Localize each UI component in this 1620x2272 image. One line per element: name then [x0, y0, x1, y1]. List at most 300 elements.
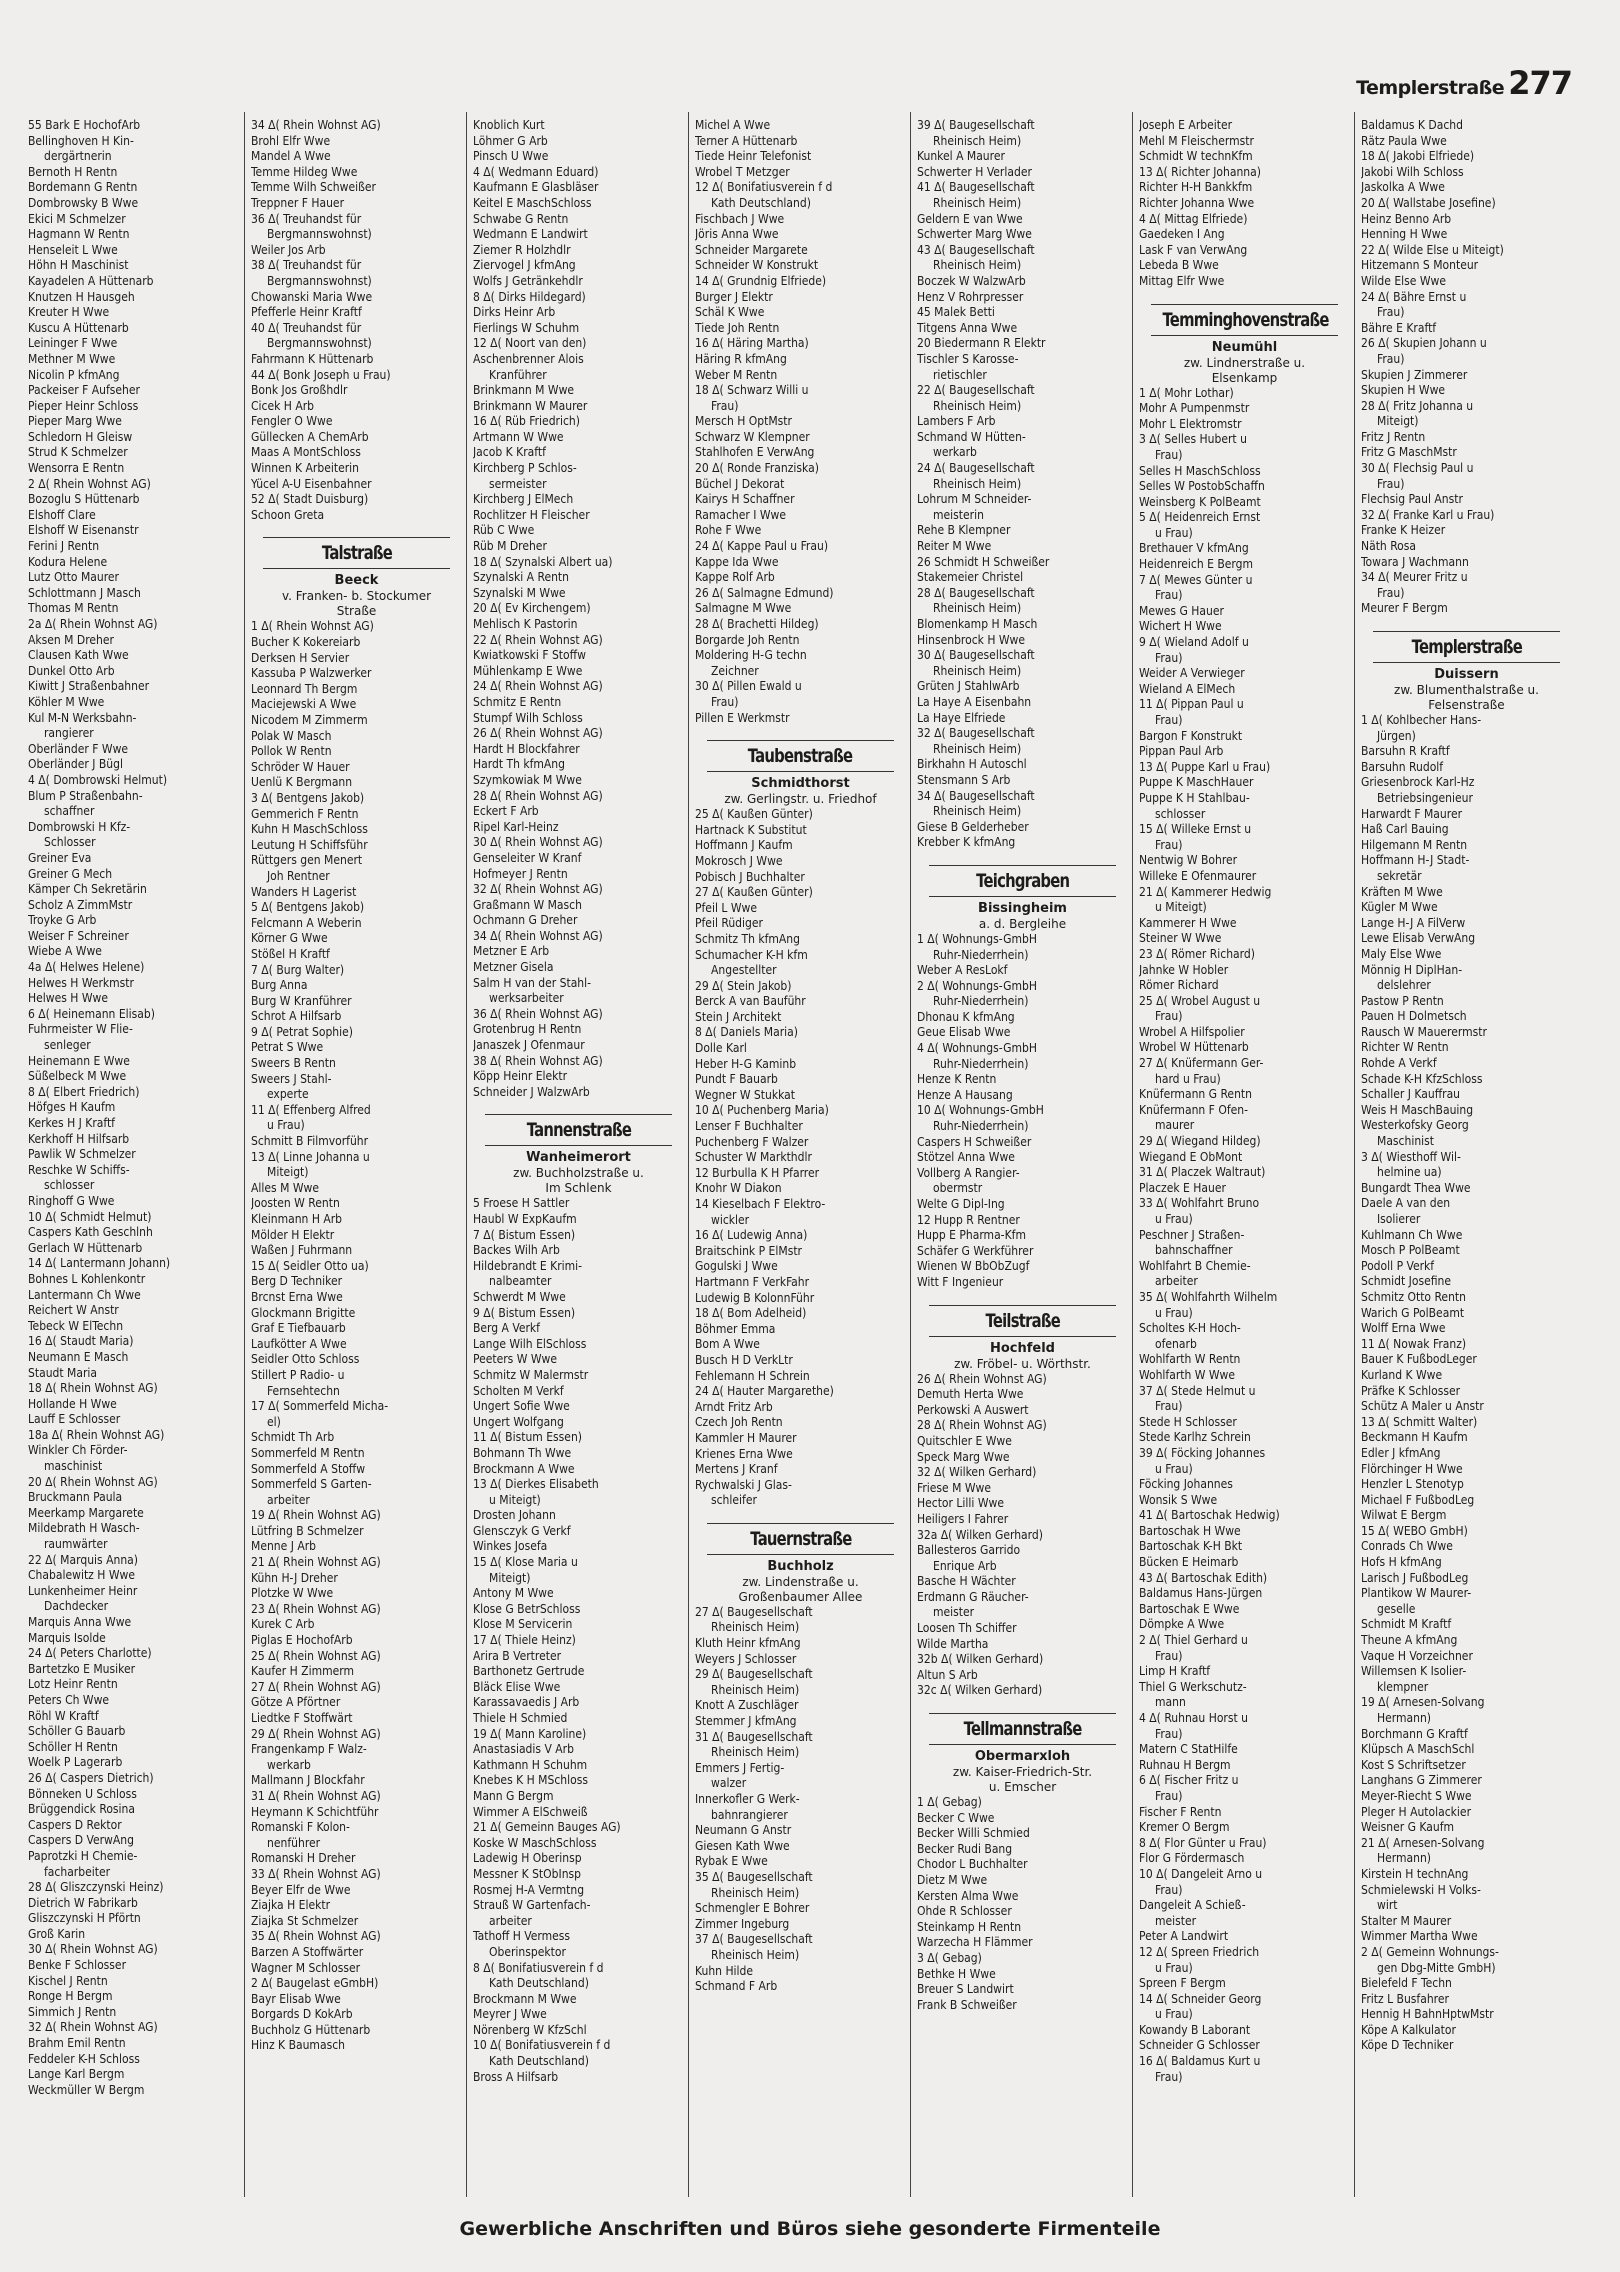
resident-entry: Knutzen H Hausgeh	[28, 289, 135, 304]
column-2	[244, 112, 466, 2197]
resident-entry: 33 Δ( Rhein Wohnst AG)	[251, 1866, 381, 1881]
resident-entry: 34 Δ( Meurer Fritz u	[1361, 570, 1468, 585]
resident-entry: Rochlitzer H Fleischer	[473, 507, 590, 522]
resident-entry: 11 Δ( Effenberg Alfred	[251, 1102, 371, 1117]
resident-entry: Maas A MontSchloss	[251, 445, 361, 460]
resident-entry: Fahrmann K Hüttenarb	[251, 351, 374, 366]
resident-entry: Tiede Joh Rentn	[695, 320, 780, 335]
resident-entry: 22 Δ( Wilde Else u Miteigt)	[1361, 242, 1504, 257]
resident-entry: Backes Wilh Arb	[473, 1243, 560, 1258]
resident-entry: Welte G Dipl-Ing	[917, 1197, 1005, 1211]
resident-entry: Grüten J StahlwArb	[917, 679, 1020, 694]
resident-entry: Breuer S Landwirt	[917, 1982, 1014, 1997]
resident-entry: Pillen E Werkmstr	[695, 710, 790, 725]
resident-entry: Fritz L Busfahrer	[1361, 1991, 1449, 2006]
column-3	[466, 112, 688, 2197]
resident-entry: Sommerfeld S Garten-	[251, 1477, 372, 1492]
resident-entry: 14 Δ( Grundnig Elfriede)	[695, 273, 827, 288]
resident-entry: 28 Δ( Gliszczynski Heinz)	[28, 1880, 164, 1895]
resident-entry: Podoll P Verkf	[1361, 1258, 1435, 1273]
resident-entry: Schmengler E Bohrer	[695, 1901, 810, 1916]
resident-entry: Mehl M Fleischermstr	[1139, 133, 1254, 148]
resident-entry: Reschke W Schiffs-	[28, 1162, 130, 1177]
resident-entry: Perkowski A Auswert	[917, 1402, 1029, 1417]
resident-entry: Barthonetz Gertrude	[473, 1664, 585, 1679]
resident-entry: Berck A van Bauführ	[695, 994, 806, 1009]
resident-entry: Barsuhn Rudolf	[1361, 759, 1444, 774]
resident-entry: Hagmann W Rentn	[28, 227, 130, 242]
resident-entry: 23 Δ( Rhein Wohnst AG)	[251, 1601, 381, 1616]
resident-entry: Dombrowsky B Wwe	[28, 195, 139, 210]
resident-entry: Boczek W WalzwArb	[917, 273, 1026, 288]
entry-continuation: Kath Deutschland)	[711, 195, 811, 210]
resident-entry: Gemmerich F Rentn	[251, 806, 359, 821]
resident-entry: Köpp Heinr Elektr	[473, 1069, 568, 1084]
entry-continuation: Betriebsingenieur	[1377, 790, 1473, 805]
resident-entry: 15 Δ( Klose Maria u	[473, 1555, 578, 1570]
resident-entry: Henning H Wwe	[1361, 227, 1448, 242]
resident-entry: Towara J Wachmann	[1361, 554, 1469, 569]
resident-entry: Kuhlmann Ch Wwe	[1361, 1227, 1463, 1242]
entry-continuation: Rheinisch Heim)	[711, 1885, 800, 1900]
resident-entry: Schwerter Marg Wwe	[917, 227, 1032, 242]
resident-entry: Wilwat E Bergm	[1361, 1508, 1447, 1523]
resident-entry: Flörchinger H Wwe	[1361, 1461, 1463, 1476]
resident-entry: Schneider G Schlosser	[1139, 2038, 1260, 2053]
resident-entry: 36 Δ( Treuhandst für	[251, 211, 362, 226]
resident-entry: Strauß W Gartenfach-	[473, 1898, 591, 1913]
district-name: Duissern	[1434, 667, 1499, 682]
resident-entry: Wohlfarth W Wwe	[1139, 1367, 1236, 1382]
street-range: zw. Lindenstraße u.	[742, 1574, 859, 1589]
resident-entry: 20 Biedermann R Elektr	[917, 336, 1046, 351]
resident-entry: Joosten W Rentn	[251, 1196, 340, 1211]
resident-entry: Hildebrandt E Krimi-	[473, 1258, 583, 1273]
column-7	[1354, 112, 1576, 2197]
resident-entry: Bohmann Th Wwe	[473, 1445, 572, 1460]
entry-continuation: u Miteigt)	[1155, 900, 1207, 915]
resident-entry: Graf E Tiefbauarb	[251, 1321, 346, 1336]
resident-entry: 1 Δ( Rhein Wohnst AG)	[251, 619, 374, 634]
resident-entry: 12 Hupp R Rentner	[917, 1212, 1020, 1227]
resident-entry: Lewe Elisab VerwAng	[1361, 931, 1476, 946]
resident-entry: Stumpf Wilh Schloss	[473, 710, 583, 725]
resident-entry: Jakobi Wilh Schloss	[1361, 164, 1464, 179]
resident-entry: Schoon Greta	[251, 507, 325, 522]
entry-continuation: Bergmannswohnst)	[267, 336, 372, 351]
street-range: Elsenkamp	[1211, 370, 1278, 385]
resident-entry: Artmann W Wwe	[473, 429, 564, 444]
resident-entry: Peschner J Straßen-	[1139, 1227, 1245, 1242]
resident-entry: Schrot A Hilfsarb	[251, 1009, 342, 1024]
resident-entry: Kersten Alma Wwe	[917, 1888, 1019, 1903]
resident-entry: Michel A Wwe	[695, 118, 771, 132]
resident-entry: 40 Δ( Treuhandst für	[251, 320, 362, 335]
entry-continuation: Miteigt)	[489, 1570, 531, 1585]
resident-entry: 45 Malek Betti	[917, 305, 995, 320]
resident-entry: Puchenberg F Walzer	[695, 1134, 809, 1149]
resident-entry: Knebes K H MSchloss	[473, 1773, 588, 1788]
resident-entry: Kreuter H Wwe	[28, 305, 110, 320]
resident-entry: 13 Δ( Linne Johanna u	[251, 1149, 370, 1164]
resident-entry: Mönnig H DiplHan-	[1361, 962, 1463, 977]
resident-entry: 4 Δ( Ruhnau Horst u	[1139, 1711, 1248, 1725]
resident-entry: Henze K Rentn	[917, 1072, 997, 1087]
resident-entry: Rätz Paula Wwe	[1361, 133, 1447, 148]
entry-continuation: Frau)	[1377, 351, 1405, 366]
resident-entry: Bücken E Heimarb	[1139, 1555, 1239, 1570]
resident-entry: 13 Δ( Schmitt Walter)	[1361, 1414, 1478, 1429]
street-section-heading	[917, 1305, 1128, 1337]
resident-entry: 1 Δ( Wohnungs-GmbH	[917, 931, 1037, 946]
resident-entry: Ungert Wolfgang	[473, 1414, 564, 1429]
resident-entry: 10 Δ( Puchenberg Maria)	[695, 1103, 829, 1118]
resident-entry: Innerkofler G Werk-	[695, 1792, 800, 1806]
entry-continuation: Angestellter	[711, 963, 777, 978]
street-name: Templerstraße	[1411, 636, 1522, 658]
resident-entry: Hinsenbrock H Wwe	[917, 632, 1026, 647]
section-rule	[929, 896, 1116, 897]
resident-entry: 43 Δ( Bartoschak Edith)	[1139, 1570, 1268, 1585]
resident-entry: Arira B Vertreter	[473, 1648, 562, 1663]
resident-entry: 25 Δ( Wrobel August u	[1139, 993, 1261, 1008]
resident-entry: Kairys H Schaffner	[695, 492, 795, 507]
section-rule	[707, 1523, 894, 1524]
section-rule	[929, 865, 1116, 866]
resident-entry: Schwerdt M Wwe	[473, 1289, 566, 1304]
resident-entry: Geldern E van Wwe	[917, 211, 1023, 226]
resident-entry: Pieper Heinr Schloss	[28, 398, 139, 413]
resident-entry: Wagner M Schlosser	[251, 1960, 361, 1975]
district-name: Beeck	[334, 573, 379, 589]
resident-entry: Temme Wilh Schweißer	[251, 180, 376, 195]
resident-entry: 21 Δ( Gemeinn Bauges AG)	[473, 1820, 621, 1835]
resident-entry: Knüfermann F Ofen-	[1139, 1102, 1248, 1117]
resident-entry: Greiner Eva	[28, 850, 92, 865]
resident-entry: Kischel J Rentn	[28, 1973, 108, 1988]
resident-entry: Präfke K Schlosser	[1361, 1383, 1461, 1398]
resident-entry: Ruhnau H Bergm	[1139, 1757, 1231, 1772]
resident-entry: Schneider J WalzwArb	[473, 1084, 590, 1099]
resident-entry: Karassavaedis J Arb	[473, 1695, 580, 1710]
resident-entry: Bargon F Konstrukt	[1139, 728, 1243, 743]
district-name: Wanheimerort	[526, 1150, 631, 1166]
resident-entry: Hartnack K Substitut	[695, 822, 807, 837]
resident-entry: Wieland A ElMech	[1139, 681, 1236, 696]
resident-entry: Hennig H BahnHptwMstr	[1361, 2007, 1494, 2022]
resident-entry: Rüb M Dreher	[473, 539, 547, 554]
resident-entry: Kul M-N Werksbahn-	[28, 710, 137, 725]
resident-entry: Fritz G MaschMstr	[1361, 445, 1457, 460]
resident-entry: 15 Δ( WEBO GmbH)	[1361, 1523, 1468, 1538]
resident-entry: Weisner G Kaufm	[1361, 1820, 1455, 1835]
resident-entry: 2 Δ( Baugelast eGmbH)	[251, 1976, 379, 1991]
resident-entry: Puppe K MaschHauer	[1139, 775, 1254, 790]
street-range: Im Schlenk	[545, 1181, 612, 1196]
resident-entry: Weiler Jos Arb	[251, 242, 326, 257]
resident-entry: Kathmann H Schuhm	[473, 1757, 588, 1772]
resident-entry: Winkes Josefa	[473, 1539, 548, 1554]
resident-entry: Strud K Schmelzer	[28, 445, 128, 460]
entry-continuation: Rheinisch Heim)	[933, 258, 1022, 273]
resident-entry: Titgens Anna Wwe	[917, 320, 1018, 335]
resident-entry: Caspers D VerwAng	[28, 1833, 134, 1848]
resident-entry: 4 Δ( Wedmann Eduard)	[473, 164, 599, 179]
resident-entry: Kwiatkowski F Stoffw	[473, 648, 586, 663]
section-rule	[1151, 304, 1338, 305]
resident-entry: Kammerer H Wwe	[1139, 915, 1237, 930]
resident-entry: Nentwig W Bohrer	[1139, 853, 1238, 868]
resident-entry: Westerkofsky Georg	[1361, 1118, 1469, 1133]
resident-entry: Plantikow W Maurer-	[1361, 1586, 1472, 1601]
resident-entry: Vaque H Vorzeichner	[1361, 1648, 1473, 1663]
entry-continuation: Fernsehtechn	[267, 1383, 340, 1398]
resident-entry: 26 Schmidt H Schweißer	[917, 554, 1050, 569]
resident-entry: Grotenbrug H Rentn	[473, 1022, 582, 1037]
entry-continuation: Rheinisch Heim)	[933, 133, 1022, 148]
resident-entry: Keitel E MaschSchloss	[473, 195, 592, 210]
resident-entry: Stede Karlhz Schrein	[1139, 1430, 1251, 1445]
resident-entry: Packeiser F Aufseher	[28, 383, 140, 398]
resident-entry: 2 Δ( Gemeinn Wohnungs-	[1361, 1944, 1499, 1959]
resident-entry: 26 Δ( Rhein Wohnst AG)	[917, 1371, 1047, 1386]
resident-entry: Borgarde Joh Rentn	[695, 632, 800, 647]
resident-entry: 25 Δ( Rhein Wohnst AG)	[251, 1648, 381, 1663]
resident-entry: Jaskolka A Wwe	[1361, 180, 1445, 195]
resident-entry: Schmitz Otto Rentn	[1361, 1289, 1466, 1304]
resident-entry: Schlottmann J Masch	[28, 585, 141, 600]
resident-entry: Rybak E Wwe	[695, 1854, 768, 1869]
resident-entry: Frangenkamp F Walz-	[251, 1742, 367, 1757]
resident-entry: 7 Δ( Burg Walter)	[251, 962, 345, 977]
entry-continuation: wirt	[1377, 1898, 1398, 1913]
resident-entry: 28 Δ( Baugesellschaft	[917, 585, 1035, 600]
resident-entry: Fierlings W Schuhm	[473, 320, 580, 335]
resident-entry: Flor G Fördermasch	[1139, 1851, 1245, 1866]
resident-entry: Meerkamp Margarete	[28, 1505, 144, 1520]
resident-entry: Hollande H Wwe	[28, 1396, 117, 1411]
resident-entry: 13 Δ( Dierkes Elisabeth	[473, 1477, 599, 1492]
resident-entry: Polak W Masch	[251, 728, 332, 743]
resident-entry: Heiligers I Fahrer	[917, 1511, 1009, 1526]
resident-entry: 6 Δ( Fischer Fritz u	[1139, 1773, 1239, 1788]
entry-continuation: werkarb	[267, 1757, 311, 1772]
entry-continuation: walzer	[711, 1776, 747, 1791]
resident-entry: 26 Δ( Caspers Dietrich)	[28, 1770, 154, 1785]
resident-entry: Schäl K Wwe	[695, 305, 765, 320]
resident-entry: Hector Lilli Wwe	[917, 1496, 1004, 1511]
resident-entry: Mandel A Wwe	[251, 149, 331, 164]
resident-entry: Stahlhofen E VerwAng	[695, 445, 815, 460]
resident-entry: Tischler S Karosse-	[917, 351, 1019, 366]
section-rule	[485, 1145, 672, 1146]
resident-entry: Szynalski A Rentn	[473, 570, 570, 585]
entry-continuation: Rheinisch Heim)	[711, 1745, 800, 1760]
resident-entry: Schmielewski H Volks-	[1361, 1882, 1481, 1897]
entry-continuation: Frau)	[1155, 650, 1183, 665]
resident-entry: Weber M Rentn	[695, 367, 778, 382]
resident-entry: 4 Δ( Mittag Elfriede)	[1139, 211, 1248, 226]
resident-entry: Klose M Servicerin	[473, 1617, 573, 1632]
resident-entry: 5 Froese H Sattler	[473, 1196, 570, 1211]
resident-entry: 38 Δ( Treuhandst für	[251, 258, 362, 273]
entry-continuation: meisterin	[933, 507, 984, 522]
entry-continuation: mann	[1155, 1695, 1186, 1710]
resident-entry: 28 Δ( Rhein Wohnst AG)	[917, 1418, 1047, 1433]
resident-entry: Wedmann E Landwirt	[473, 227, 588, 242]
resident-entry: Klose G BetrSchloss	[473, 1601, 581, 1616]
resident-entry: Kuscu A Hüttenarb	[28, 320, 129, 335]
resident-entry: Cicek H Arb	[251, 398, 315, 413]
resident-entry: Bartoschak H Wwe	[1139, 1523, 1241, 1538]
section-rule	[1373, 631, 1560, 632]
resident-entry: Mildebrath H Wasch-	[28, 1521, 140, 1536]
resident-entry: Lange Wilh ElSchloss	[473, 1336, 587, 1351]
resident-entry: Janaszek J Ofenmaur	[473, 1038, 585, 1053]
entry-continuation: Oberinspektor	[489, 1944, 566, 1959]
column-4	[688, 112, 910, 2197]
resident-entry: Scholten M Verkf	[473, 1383, 564, 1398]
entry-continuation: Hermann)	[1377, 1851, 1432, 1866]
resident-entry: Brahm Emil Rentn	[28, 2036, 126, 2051]
resident-entry: Thiel G Werkschutz-	[1139, 1679, 1247, 1694]
resident-entry: 3 Δ( Wiesthoff Wil-	[1361, 1149, 1461, 1164]
resident-entry: Nicodem M Zimmerm	[251, 713, 368, 727]
resident-entry: 21 Δ( Kammerer Hedwig	[1139, 884, 1272, 899]
resident-entry: 3 Δ( Selles Hubert u	[1139, 432, 1247, 447]
resident-entry: 8 Δ( Dirks Hildegard)	[473, 289, 586, 304]
resident-entry: 24 Δ( Hauter Margarethe)	[695, 1384, 834, 1399]
resident-entry: Metzner Gisela	[473, 960, 554, 975]
street-range: v. Franken- b. Stockumer	[281, 589, 432, 604]
resident-entry: Helwes H Werkmstr	[28, 975, 134, 990]
resident-entry: Schwabe G Rentn	[473, 211, 569, 226]
resident-entry: Nicolin P kfmAng	[28, 367, 120, 382]
resident-entry: 35 Δ( Baugesellschaft	[695, 1869, 813, 1884]
resident-entry: Ekici M Schmelzer	[28, 211, 126, 226]
section-rule	[707, 740, 894, 741]
resident-entry: Marquis Isolde	[28, 1630, 106, 1645]
section-rule	[263, 568, 450, 569]
resident-entry: 3 Δ( Gebag)	[917, 1950, 982, 1965]
resident-entry: Hitzemann S Monteur	[1361, 258, 1479, 273]
entry-continuation: Hermann)	[1377, 1711, 1432, 1725]
resident-entry: 27 Δ( Rhein Wohnst AG)	[251, 1679, 381, 1694]
resident-entry: Demuth Herta Wwe	[917, 1387, 1024, 1402]
street-name: Tannenstraße	[526, 1119, 631, 1142]
resident-entry: Kurek C Arb	[251, 1617, 315, 1632]
entry-continuation: obermstr	[933, 1181, 983, 1196]
resident-entry: Emmers J Fertig-	[695, 1760, 785, 1775]
entry-continuation: sermeister	[489, 476, 547, 491]
resident-entry: Borchmann G Kraftf	[1361, 1726, 1468, 1741]
resident-entry: Bross A Hilfsarb	[473, 2069, 559, 2084]
entry-continuation: Ruhr-Niederrhein)	[933, 1056, 1029, 1071]
resident-entry: Anastasiadis V Arb	[473, 1742, 574, 1757]
resident-entry: Heymann K Schichtführ	[251, 1804, 379, 1819]
resident-entry: Chodor L Buchhalter	[917, 1857, 1028, 1872]
resident-entry: Wilde Martha	[917, 1636, 989, 1651]
resident-entry: Weinsberg K PolBeamt	[1139, 494, 1261, 509]
resident-entry: 15 Δ( Willeke Ernst u	[1139, 822, 1252, 837]
resident-entry: 30 Δ( Rhein Wohnst AG)	[473, 835, 603, 850]
resident-entry: Wegner W Stukkat	[695, 1087, 795, 1102]
resident-entry: Höhn H Maschinist	[28, 258, 129, 273]
resident-entry: 11 Δ( Bistum Essen)	[473, 1430, 583, 1445]
entry-continuation: Dachdecker	[44, 1599, 109, 1614]
resident-entry: Steiner W Wwe	[1139, 931, 1222, 946]
resident-entry: Sommerfeld A Stoffw	[251, 1461, 366, 1476]
entry-continuation: rangierer	[44, 726, 94, 741]
resident-entry: Bernoth H Rentn	[28, 164, 118, 179]
entry-continuation: Rheinisch Heim)	[711, 1682, 800, 1697]
resident-entry: Scholtes K-H Hoch-	[1139, 1321, 1241, 1336]
resident-entry: Bartoschak E Wwe	[1139, 1601, 1240, 1616]
resident-entry: 14 Δ( Schneider Georg	[1139, 1991, 1262, 2006]
entry-continuation: u Frau)	[1155, 2007, 1193, 2022]
section-rule	[929, 1713, 1116, 1714]
resident-entry: Lauff E Schlosser	[28, 1412, 121, 1427]
entry-continuation: Miteigt)	[267, 1165, 309, 1180]
resident-entry: 22 Δ( Marquis Anna)	[28, 1552, 138, 1567]
section-rule	[929, 1744, 1116, 1745]
resident-entry: 26 Δ( Rhein Wohnst AG)	[473, 726, 603, 741]
resident-entry: Bucher K Kokereiarb	[251, 635, 361, 650]
resident-entry: Weis H MaschBauing	[1361, 1102, 1474, 1117]
resident-entry: Genseleiter W Kranf	[473, 850, 582, 865]
resident-entry: Feddeler K-H Schloss	[28, 2051, 140, 2066]
resident-entry: 13 Δ( Puppe Karl u Frau)	[1139, 759, 1271, 774]
entry-continuation: u Frau)	[1155, 525, 1193, 540]
resident-entry: La Haye Elfriede	[917, 710, 1006, 725]
resident-entry: Borgards D KokArb	[251, 2007, 353, 2022]
resident-entry: Bozoglu S Hüttenarb	[28, 492, 140, 507]
resident-entry: Heinz Benno Arb	[1361, 211, 1452, 226]
resident-entry: Schmitt B Filmvorführ	[251, 1134, 369, 1149]
resident-entry: Woelk P Lagerarb	[28, 1755, 123, 1770]
resident-entry: 20 Δ( Ev Kirchengem)	[473, 601, 591, 616]
resident-entry: Leininger F Wwe	[28, 336, 118, 351]
resident-entry: Dirks Heinr Arb	[473, 305, 556, 320]
resident-entry: 8 Δ( Elbert Friedrich)	[28, 1084, 140, 1099]
entry-continuation: schleifer	[711, 1493, 757, 1508]
entry-continuation: Enrique Arb	[933, 1558, 997, 1573]
entry-continuation: u Frau)	[1155, 1960, 1193, 1975]
entry-continuation: Frau)	[1155, 1882, 1183, 1897]
district-name: Schmidthorst	[751, 776, 850, 792]
resident-entry: 10 Δ( Wohnungs-GmbH	[917, 1103, 1044, 1118]
resident-entry: Troyke G Arb	[28, 913, 97, 928]
resident-entry: Selles W PostobSchaffn	[1139, 479, 1265, 494]
resident-entry: Griesenbrock Karl-Hz	[1361, 775, 1475, 790]
resident-entry: Lambers F Arb	[917, 414, 996, 429]
resident-entry: Klüpsch A MaschSchl	[1361, 1742, 1475, 1757]
resident-entry: Kuhn H MaschSchloss	[251, 822, 368, 837]
resident-entry: Paprotzki H Chemie-	[28, 1848, 138, 1863]
resident-entry: Gaedeken I Ang	[1139, 227, 1225, 242]
entry-continuation: arbeiter	[1155, 1274, 1198, 1289]
resident-entry: Pastow P Rentn	[1361, 993, 1444, 1008]
entry-continuation: hard u Frau)	[1155, 1071, 1221, 1086]
entry-continuation: meister	[933, 1605, 975, 1620]
resident-entry: Bohnes L Kohlenkontr	[28, 1271, 146, 1286]
resident-entry: Elshoff W Eisenanstr	[28, 523, 139, 538]
resident-entry: Birkhahn H Autoschl	[917, 757, 1027, 772]
resident-entry: Krienes Erna Wwe	[695, 1446, 793, 1461]
resident-entry: Kräften M Wwe	[1361, 884, 1443, 899]
resident-entry: Schade K-H KfzSchloss	[1361, 1071, 1483, 1086]
resident-entry: Dietrich W Fabrikarb	[28, 1895, 138, 1910]
